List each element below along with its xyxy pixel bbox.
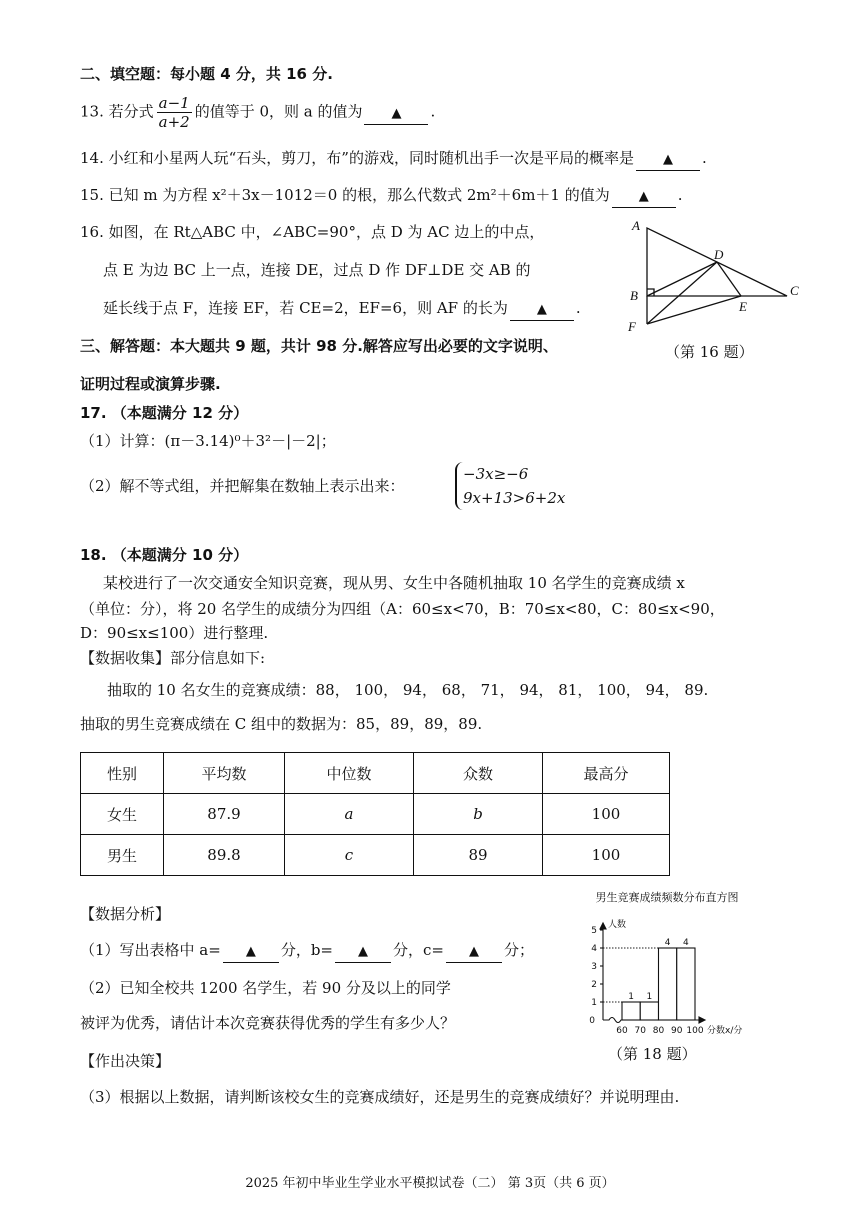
y-tick-label: 5 <box>591 926 597 936</box>
table-cell: 男生 <box>81 835 164 876</box>
label-c: C <box>790 283 799 298</box>
chart-title: 男生竞赛成绩频数分布直方图 <box>595 891 739 904</box>
answer-blank[interactable]: ▲ <box>510 298 574 321</box>
statistics-table <box>80 752 670 876</box>
figure-16-caption: （第 16 题） <box>665 343 754 361</box>
q17-title: 17. （本题满分 12 分） <box>80 404 249 422</box>
q18-analysis-2-line2: 被评为优秀，请估计本次竞赛获得优秀的学生有多少人？ <box>80 1014 456 1032</box>
label-d: D <box>714 247 724 262</box>
table-cell: 100 <box>543 835 670 876</box>
table-row <box>81 794 670 835</box>
table-header-row <box>81 753 670 794</box>
answer-blank-b[interactable]: ▲ <box>335 940 391 963</box>
y-axis-arrow <box>600 923 606 929</box>
x-axis-arrow <box>699 1017 705 1023</box>
histogram-bar <box>622 1002 640 1020</box>
table-cell: 89 <box>414 835 543 876</box>
bar-value-label: 1 <box>646 992 653 1002</box>
q18-analysis-2-line1: （2）已知全校共 1200 名学生，若 90 分及以上的同学 <box>80 979 451 997</box>
q18-intro2: （单位：分），将 20 名学生的成绩分为四组（A：60≤x<70，B：70≤x<80，C：80≤x<90， <box>80 600 725 618</box>
section3-title-line2: 证明过程或演算步骤. <box>80 375 221 393</box>
q17-part2: （2）解不等式组，并把解集在数轴上表示出来： <box>80 477 405 495</box>
q18-intro1: 某校进行了一次交通安全知识竞赛，现从男、女生中各随机抽取 10 名学生的竞赛成绩 x <box>103 574 685 592</box>
answer-blank[interactable]: ▲ <box>612 185 676 208</box>
q18-intro3: D：90≤x≤100）进行整理. <box>80 624 269 642</box>
q18-decision-3: （3）根据以上数据，请判断该校女生的竞赛成绩好，还是男生的竞赛成绩好？并说明理由. <box>80 1088 680 1106</box>
q18-analysis-heading: 【数据分析】 <box>80 905 171 923</box>
x-tick-label: 100 <box>686 1026 704 1036</box>
table-header: 性别 <box>81 753 164 794</box>
figure-18-caption: （第 18 题） <box>608 1045 697 1063</box>
table-cell: 89.8 <box>164 835 285 876</box>
label-a: A <box>632 218 640 233</box>
label-e: E <box>739 299 747 314</box>
label-b: B <box>630 288 638 303</box>
table-header: 众数 <box>414 753 543 794</box>
histogram-bar <box>677 948 695 1020</box>
question-16-line2: 点 E 为边 BC 上一点，连接 DE，过点 D 作 DF⊥DE 交 AB 的 <box>103 261 531 279</box>
section2-title: 二、填空题：每小题 4 分，共 16 分. <box>80 65 333 83</box>
table-cell: b <box>414 794 543 835</box>
q18-decision-heading: 【作出决策】 <box>80 1052 171 1070</box>
answer-blank-a[interactable]: ▲ <box>223 940 279 963</box>
q18-collect: 【数据收集】部分信息如下: <box>80 649 266 667</box>
fraction: $\frac{a-1}{a+2}$ <box>158 94 190 131</box>
bar-value-label: 4 <box>664 938 671 948</box>
histogram-bar <box>659 948 677 1020</box>
x-tick-label: 70 <box>634 1026 646 1036</box>
table-cell: 87.9 <box>164 794 285 835</box>
question-16-line3: 延长线于点 F，连接 EF，若 CE=2，EF=6，则 AF 的长为 ▲ . <box>103 298 581 321</box>
y-axis-label: 人数 <box>608 920 627 930</box>
origin-label: 0 <box>589 1016 595 1026</box>
inequality-system: −3x≥−6 9x+13>6+2x <box>455 462 565 510</box>
table-row <box>81 835 670 876</box>
question-13: 13. 若分式 $\frac{a-1}{a+2}$ 的值等于 0，则 a 的值为 ▲ . <box>80 94 436 131</box>
answer-blank[interactable]: ▲ <box>364 102 428 125</box>
y-tick-label: 2 <box>591 980 597 990</box>
x-axis-label: 分数x/分 <box>707 1026 743 1036</box>
table-cell: a <box>285 794 414 835</box>
histogram-bar <box>640 1002 658 1020</box>
x-tick-label: 90 <box>671 1026 683 1036</box>
question-14: 14. 小红和小星两人玩“石头，剪刀，布”的游戏，同时随机出手一次是平局的概率是 ▲ . <box>80 148 707 171</box>
q18-girls-scores: 抽取的 10 名女生的竞赛成绩：88， 100， 94， 68， 71， 94， 81， 100， 94， 89. <box>107 681 709 699</box>
line-df <box>647 262 717 324</box>
table-header: 中位数 <box>285 753 414 794</box>
histogram-chart <box>555 885 780 1045</box>
x-tick-label: 60 <box>616 1026 628 1036</box>
label-f: F <box>628 319 636 334</box>
table-cell: 100 <box>543 794 670 835</box>
y-tick-label: 4 <box>591 944 597 954</box>
section3-title-line1: 三、解答题：本大题共 9 题，共计 98 分.解答应写出必要的文字说明、 <box>80 337 558 355</box>
table-cell: 女生 <box>81 794 164 835</box>
line-de <box>717 262 741 296</box>
q18-title: 18. （本题满分 10 分） <box>80 546 249 564</box>
line-ef <box>647 296 741 324</box>
question-16-line1: 16. 如图，在 Rt△ABC 中，∠ABC=90°，点 D 为 AC 边上的中点， <box>80 223 545 241</box>
y-tick-label: 3 <box>591 962 597 972</box>
q18-boys-scores: 抽取的男生竞赛成绩在 C 组中的数据为：85，89，89，89. <box>80 715 483 733</box>
line-bd <box>647 262 717 296</box>
answer-blank[interactable]: ▲ <box>636 148 700 171</box>
x-tick-label: 80 <box>652 1026 665 1036</box>
table-cell: c <box>285 835 414 876</box>
q17-part1: （1）计算：(π－3.14)⁰＋3²－|－2|； <box>80 432 336 450</box>
table-header: 最高分 <box>543 753 670 794</box>
answer-blank-c[interactable]: ▲ <box>446 940 502 963</box>
bar-value-label: 1 <box>628 992 634 1002</box>
y-tick-label: 1 <box>591 998 597 1008</box>
question-15: 15. 已知 m 为方程 x²＋3x－1012＝0 的根，那么代数式 2m²＋6m＋1 的值为 ▲ . <box>80 185 683 208</box>
page-footer: 2025 年初中毕业生学业水平模拟试卷（二） 第 3页（共 6 页） <box>245 1176 615 1191</box>
table-header: 平均数 <box>164 753 285 794</box>
bar-value-label: 4 <box>683 938 689 948</box>
q18-analysis-1: （1）写出表格中 a= ▲ 分，b= ▲ 分，c= ▲ 分； <box>80 940 534 963</box>
